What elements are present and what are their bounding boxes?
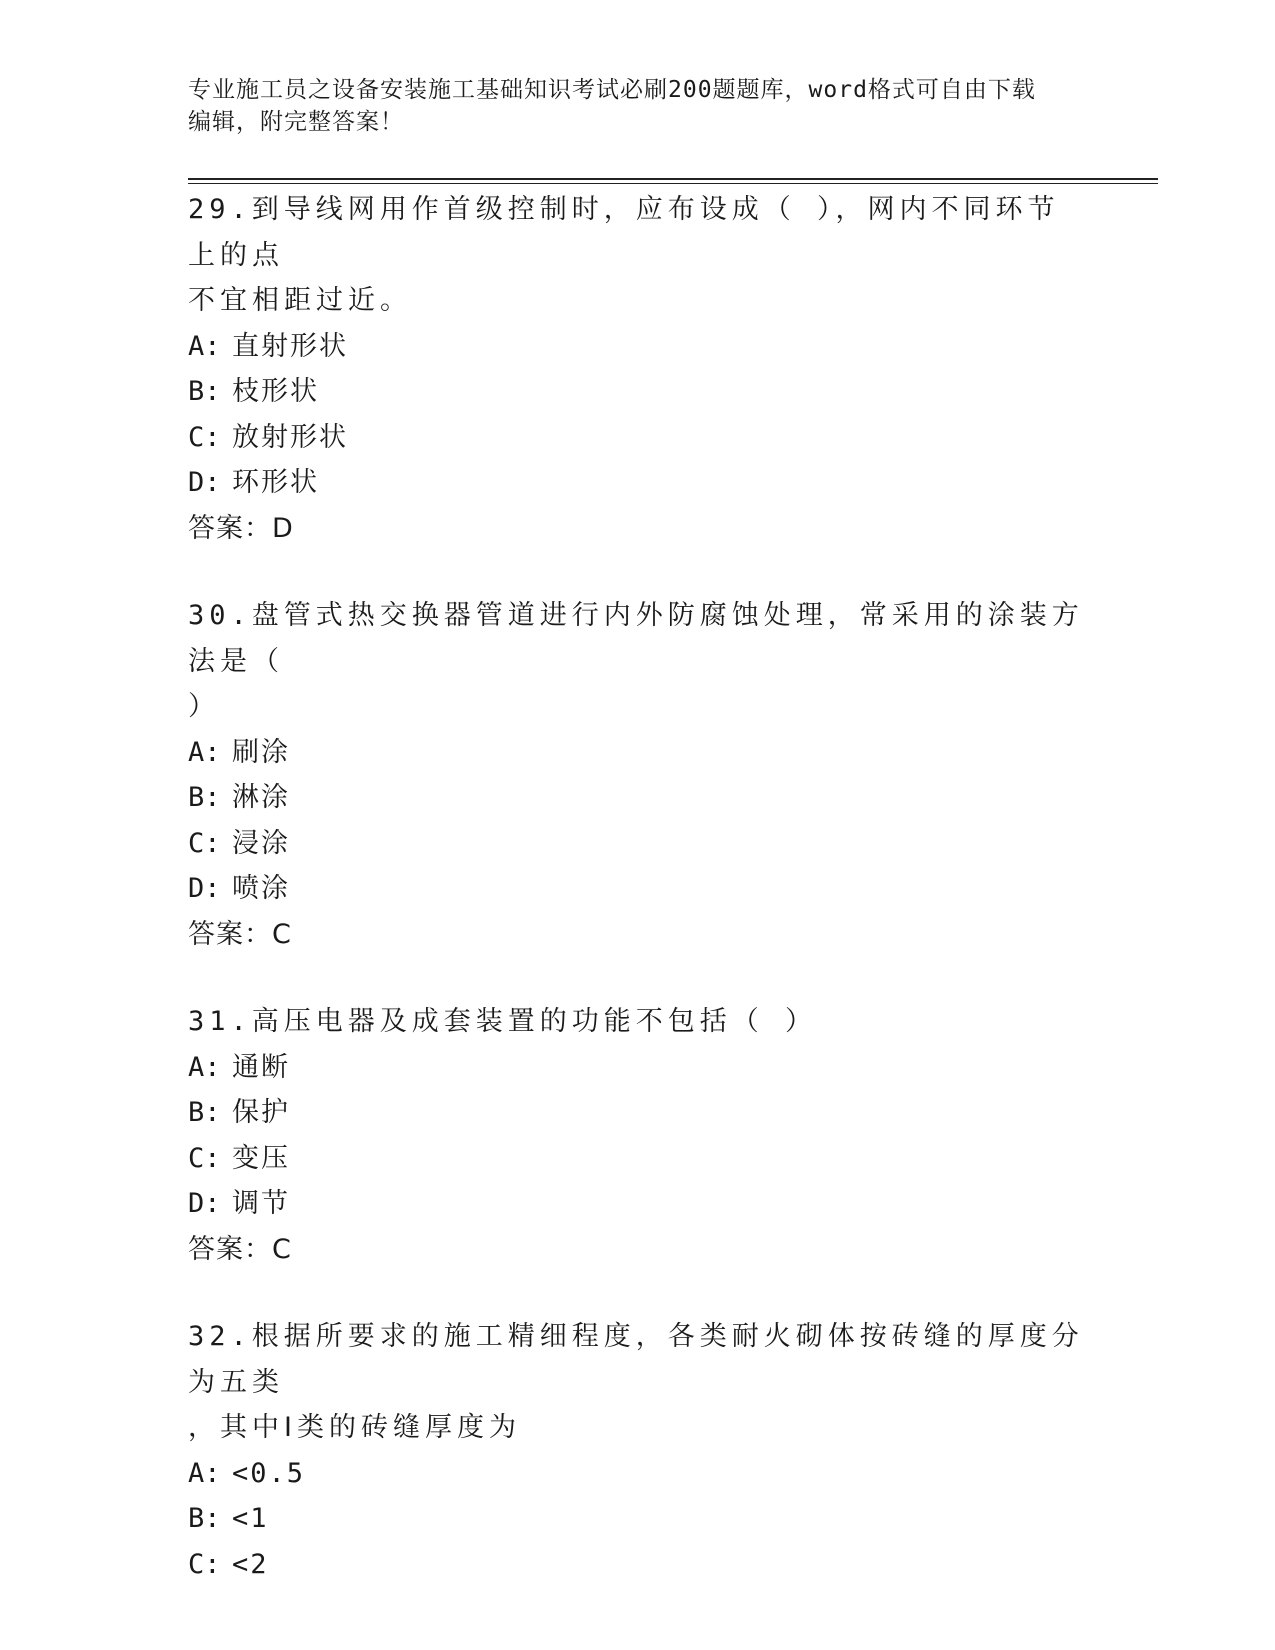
question-30 bbox=[188, 593, 1088, 957]
question-stem-continued: ，其中Ⅰ类的砖缝厚度为 bbox=[188, 1412, 521, 1443]
answer-line: 答案：C bbox=[188, 1233, 292, 1265]
option-text: 保护 bbox=[232, 1097, 290, 1128]
option-key: D: bbox=[188, 1188, 221, 1219]
option-c bbox=[188, 1136, 1088, 1182]
option-key: A: bbox=[188, 1457, 221, 1489]
option-a bbox=[188, 730, 1088, 776]
option-c bbox=[188, 415, 1088, 461]
question-list bbox=[188, 187, 1088, 1629]
option-text: <1 bbox=[232, 1503, 269, 1534]
option-text: 环形状 bbox=[232, 467, 319, 498]
header-title-line-1: 专业施工员之设备安装施工基础知识考试必刷200题题库，word格式可自由下载 bbox=[188, 77, 1036, 103]
question-32 bbox=[188, 1314, 1088, 1587]
option-a bbox=[188, 1045, 1088, 1091]
option-key: A: bbox=[188, 330, 221, 362]
option-d bbox=[188, 866, 1088, 912]
document-header bbox=[188, 74, 1088, 138]
option-b bbox=[188, 1496, 1088, 1542]
question-stem: 32.根据所要求的施工精细程度，各类耐火砌体按砖缝的厚度分为五类 bbox=[188, 1321, 1084, 1398]
option-key: B: bbox=[188, 1097, 221, 1128]
answer-line: 答案：D bbox=[188, 512, 294, 544]
option-key: C: bbox=[188, 827, 221, 859]
question-stem-continued: ） bbox=[188, 691, 220, 722]
option-d bbox=[188, 460, 1088, 506]
option-text: 淋涂 bbox=[232, 782, 290, 813]
header-title-line-2: 编辑，附完整答案！ bbox=[188, 109, 404, 135]
option-key: B: bbox=[188, 782, 221, 813]
question-stem: 31.高压电器及成套装置的功能不包括（ ） bbox=[188, 1006, 818, 1037]
option-key: B: bbox=[188, 376, 221, 407]
option-b bbox=[188, 369, 1088, 415]
option-text: 枝形状 bbox=[232, 376, 319, 407]
option-key: C: bbox=[188, 1142, 221, 1174]
option-text: <0.5 bbox=[232, 1457, 306, 1489]
question-stem-continued: 不宜相距过近。 bbox=[188, 285, 412, 316]
option-key: B: bbox=[188, 1503, 221, 1534]
option-text: 喷涂 bbox=[232, 873, 290, 904]
option-text: 调节 bbox=[232, 1188, 290, 1219]
question-29 bbox=[188, 187, 1088, 551]
option-c bbox=[188, 1542, 1088, 1588]
answer-line: 答案：C bbox=[188, 918, 292, 950]
option-text: <2 bbox=[232, 1548, 269, 1580]
option-key: C: bbox=[188, 421, 221, 453]
option-text: 刷涂 bbox=[232, 736, 290, 768]
option-b bbox=[188, 775, 1088, 821]
option-key: A: bbox=[188, 736, 221, 768]
option-key: D: bbox=[188, 873, 221, 904]
option-key: A: bbox=[188, 1051, 221, 1083]
option-key: C: bbox=[188, 1548, 221, 1580]
option-a bbox=[188, 324, 1088, 370]
option-text: 放射形状 bbox=[232, 421, 348, 453]
option-text: 变压 bbox=[232, 1142, 290, 1174]
option-a bbox=[188, 1451, 1088, 1497]
header-divider-thin bbox=[188, 183, 1158, 184]
option-text: 直射形状 bbox=[232, 330, 348, 362]
option-b bbox=[188, 1090, 1088, 1136]
option-text: 通断 bbox=[232, 1051, 290, 1083]
question-stem: 30.盘管式热交换器管道进行内外防腐蚀处理，常采用的涂装方法是（ bbox=[188, 600, 1084, 677]
option-c bbox=[188, 821, 1088, 867]
option-d bbox=[188, 1181, 1088, 1227]
option-key: D: bbox=[188, 467, 221, 498]
question-stem: 29.到导线网用作首级控制时，应布设成（ ），网内不同环节上的点 bbox=[188, 194, 1060, 271]
question-31 bbox=[188, 999, 1088, 1272]
header-divider-thick bbox=[188, 178, 1158, 180]
option-text: 浸涂 bbox=[232, 827, 290, 859]
